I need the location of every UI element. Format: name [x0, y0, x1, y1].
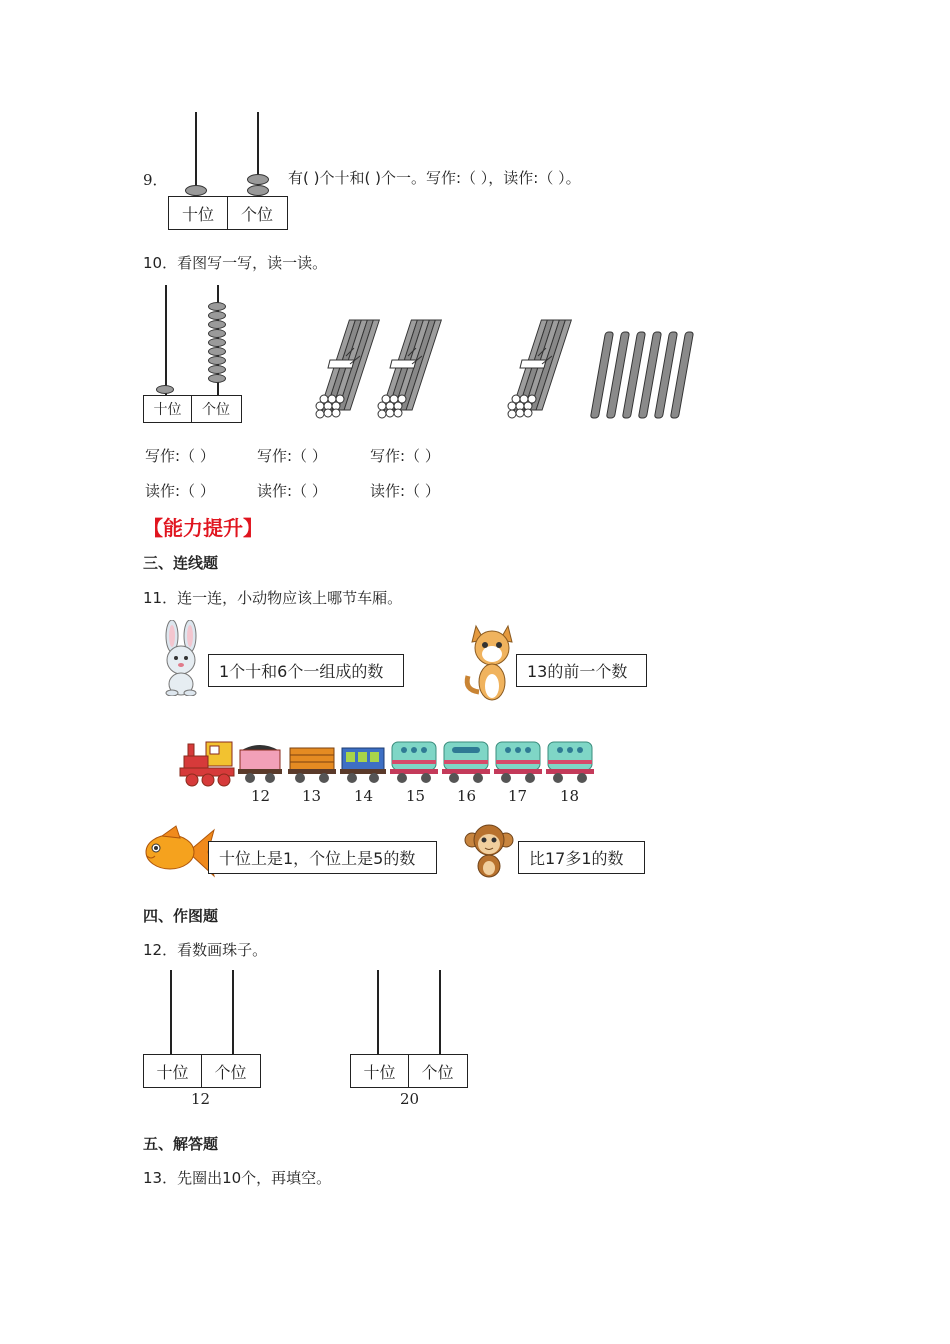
q9-abacus	[168, 112, 288, 232]
q10-abacus	[143, 285, 243, 425]
q10-title: 10．看图写一写，读一读。	[143, 254, 328, 272]
section5-title: 五、解答题	[143, 1135, 219, 1153]
q10-write-3: 写作:（ ）	[370, 447, 440, 465]
rabbit-clue-label: 1个十和6个一组成的数	[219, 662, 384, 681]
q12b-ones-rod	[439, 970, 441, 1056]
cat-icon	[462, 620, 520, 704]
section4-title: 四、作图题	[143, 907, 219, 925]
q12a-number: 12	[191, 1090, 211, 1108]
q10-place-box	[143, 395, 242, 423]
cat-clue-label: 13的前一个数	[527, 662, 628, 681]
rabbit-clue-box[interactable]	[208, 654, 404, 687]
q12-abacus-a	[143, 970, 263, 1110]
car-number-13: 13	[302, 787, 322, 805]
q10-write-2: 写作:（ ）	[257, 447, 327, 465]
car-number-17: 17	[508, 787, 528, 805]
car-number-12: 12	[251, 787, 271, 805]
cat-clue-box[interactable]	[516, 654, 647, 687]
q9-ones-label: 个位	[227, 197, 286, 229]
fish-clue-label: 十位上是1，个位上是5的数	[219, 849, 416, 868]
q10-write-1: 写作:（ ）	[145, 447, 215, 465]
q10-read-2: 读作:（ ）	[257, 482, 327, 500]
q10-ones-label: 个位	[191, 396, 240, 422]
q10-ones-bead	[208, 365, 226, 374]
fish-clue-box[interactable]	[208, 841, 437, 874]
monkey-clue-box[interactable]	[518, 841, 645, 874]
q10-ones-bead	[208, 338, 226, 347]
q10-ones-bead	[208, 320, 226, 329]
q10-tens-rod	[165, 285, 167, 398]
q9-text: 有( )个十和( )个一。写作:（ ），读作:（ ）。	[288, 169, 581, 187]
q9-ones-bead	[247, 174, 269, 185]
train-locomotive	[180, 742, 234, 786]
q10-read-3: 读作:（ ）	[370, 482, 440, 500]
car-number-14: 14	[354, 787, 374, 805]
q12b-number: 20	[400, 1090, 420, 1108]
q12-abacus-b	[350, 970, 470, 1110]
q10-read-1: 读作:（ ）	[145, 482, 215, 500]
q10-ones-bead	[208, 374, 226, 383]
q10-ones-bead	[208, 347, 226, 356]
q9-tens-label: 十位	[181, 204, 214, 224]
q12-title: 12．看数画珠子。	[143, 941, 268, 959]
q10-tens-bead	[156, 385, 174, 394]
q12b-tens-label: 十位	[363, 1062, 396, 1082]
q9-number: 9．	[143, 171, 168, 189]
car-number-18: 18	[560, 787, 580, 805]
section3-title: 三、连线题	[143, 554, 219, 572]
monkey-icon	[464, 822, 514, 878]
monkey-clue-label: 比17多1的数	[529, 849, 624, 868]
car-number-15: 15	[406, 787, 426, 805]
stick-bundles-illustration	[310, 318, 710, 424]
goldfish-icon	[142, 824, 216, 880]
q10-ones-bead	[208, 302, 226, 311]
rabbit-icon	[150, 620, 212, 696]
q12b-ones-label: 个位	[408, 1055, 466, 1087]
q10-ones-bead	[208, 329, 226, 338]
q12b-place-box	[350, 1054, 468, 1088]
q13-title: 13．先圈出10个，再填空。	[143, 1169, 332, 1187]
q11-title: 11．连一连，小动物应该上哪节车厢。	[143, 589, 403, 607]
section-ability-heading: 【能力提升】	[143, 516, 263, 540]
q10-tens-label: 十位	[153, 402, 182, 418]
q9-place-box	[168, 196, 288, 230]
q12a-ones-rod	[232, 970, 234, 1056]
train-illustration	[176, 736, 596, 788]
q12a-tens-rod	[170, 970, 172, 1056]
q12a-ones-label: 个位	[201, 1055, 259, 1087]
q9-tens-bead	[185, 185, 207, 196]
q12a-tens-label: 十位	[156, 1062, 189, 1082]
q10-ones-bead	[208, 356, 226, 365]
q12b-tens-rod	[377, 970, 379, 1056]
q9-ones-bead	[247, 185, 269, 196]
q10-ones-bead	[208, 311, 226, 320]
car-number-16: 16	[457, 787, 477, 805]
q12a-place-box	[143, 1054, 261, 1088]
